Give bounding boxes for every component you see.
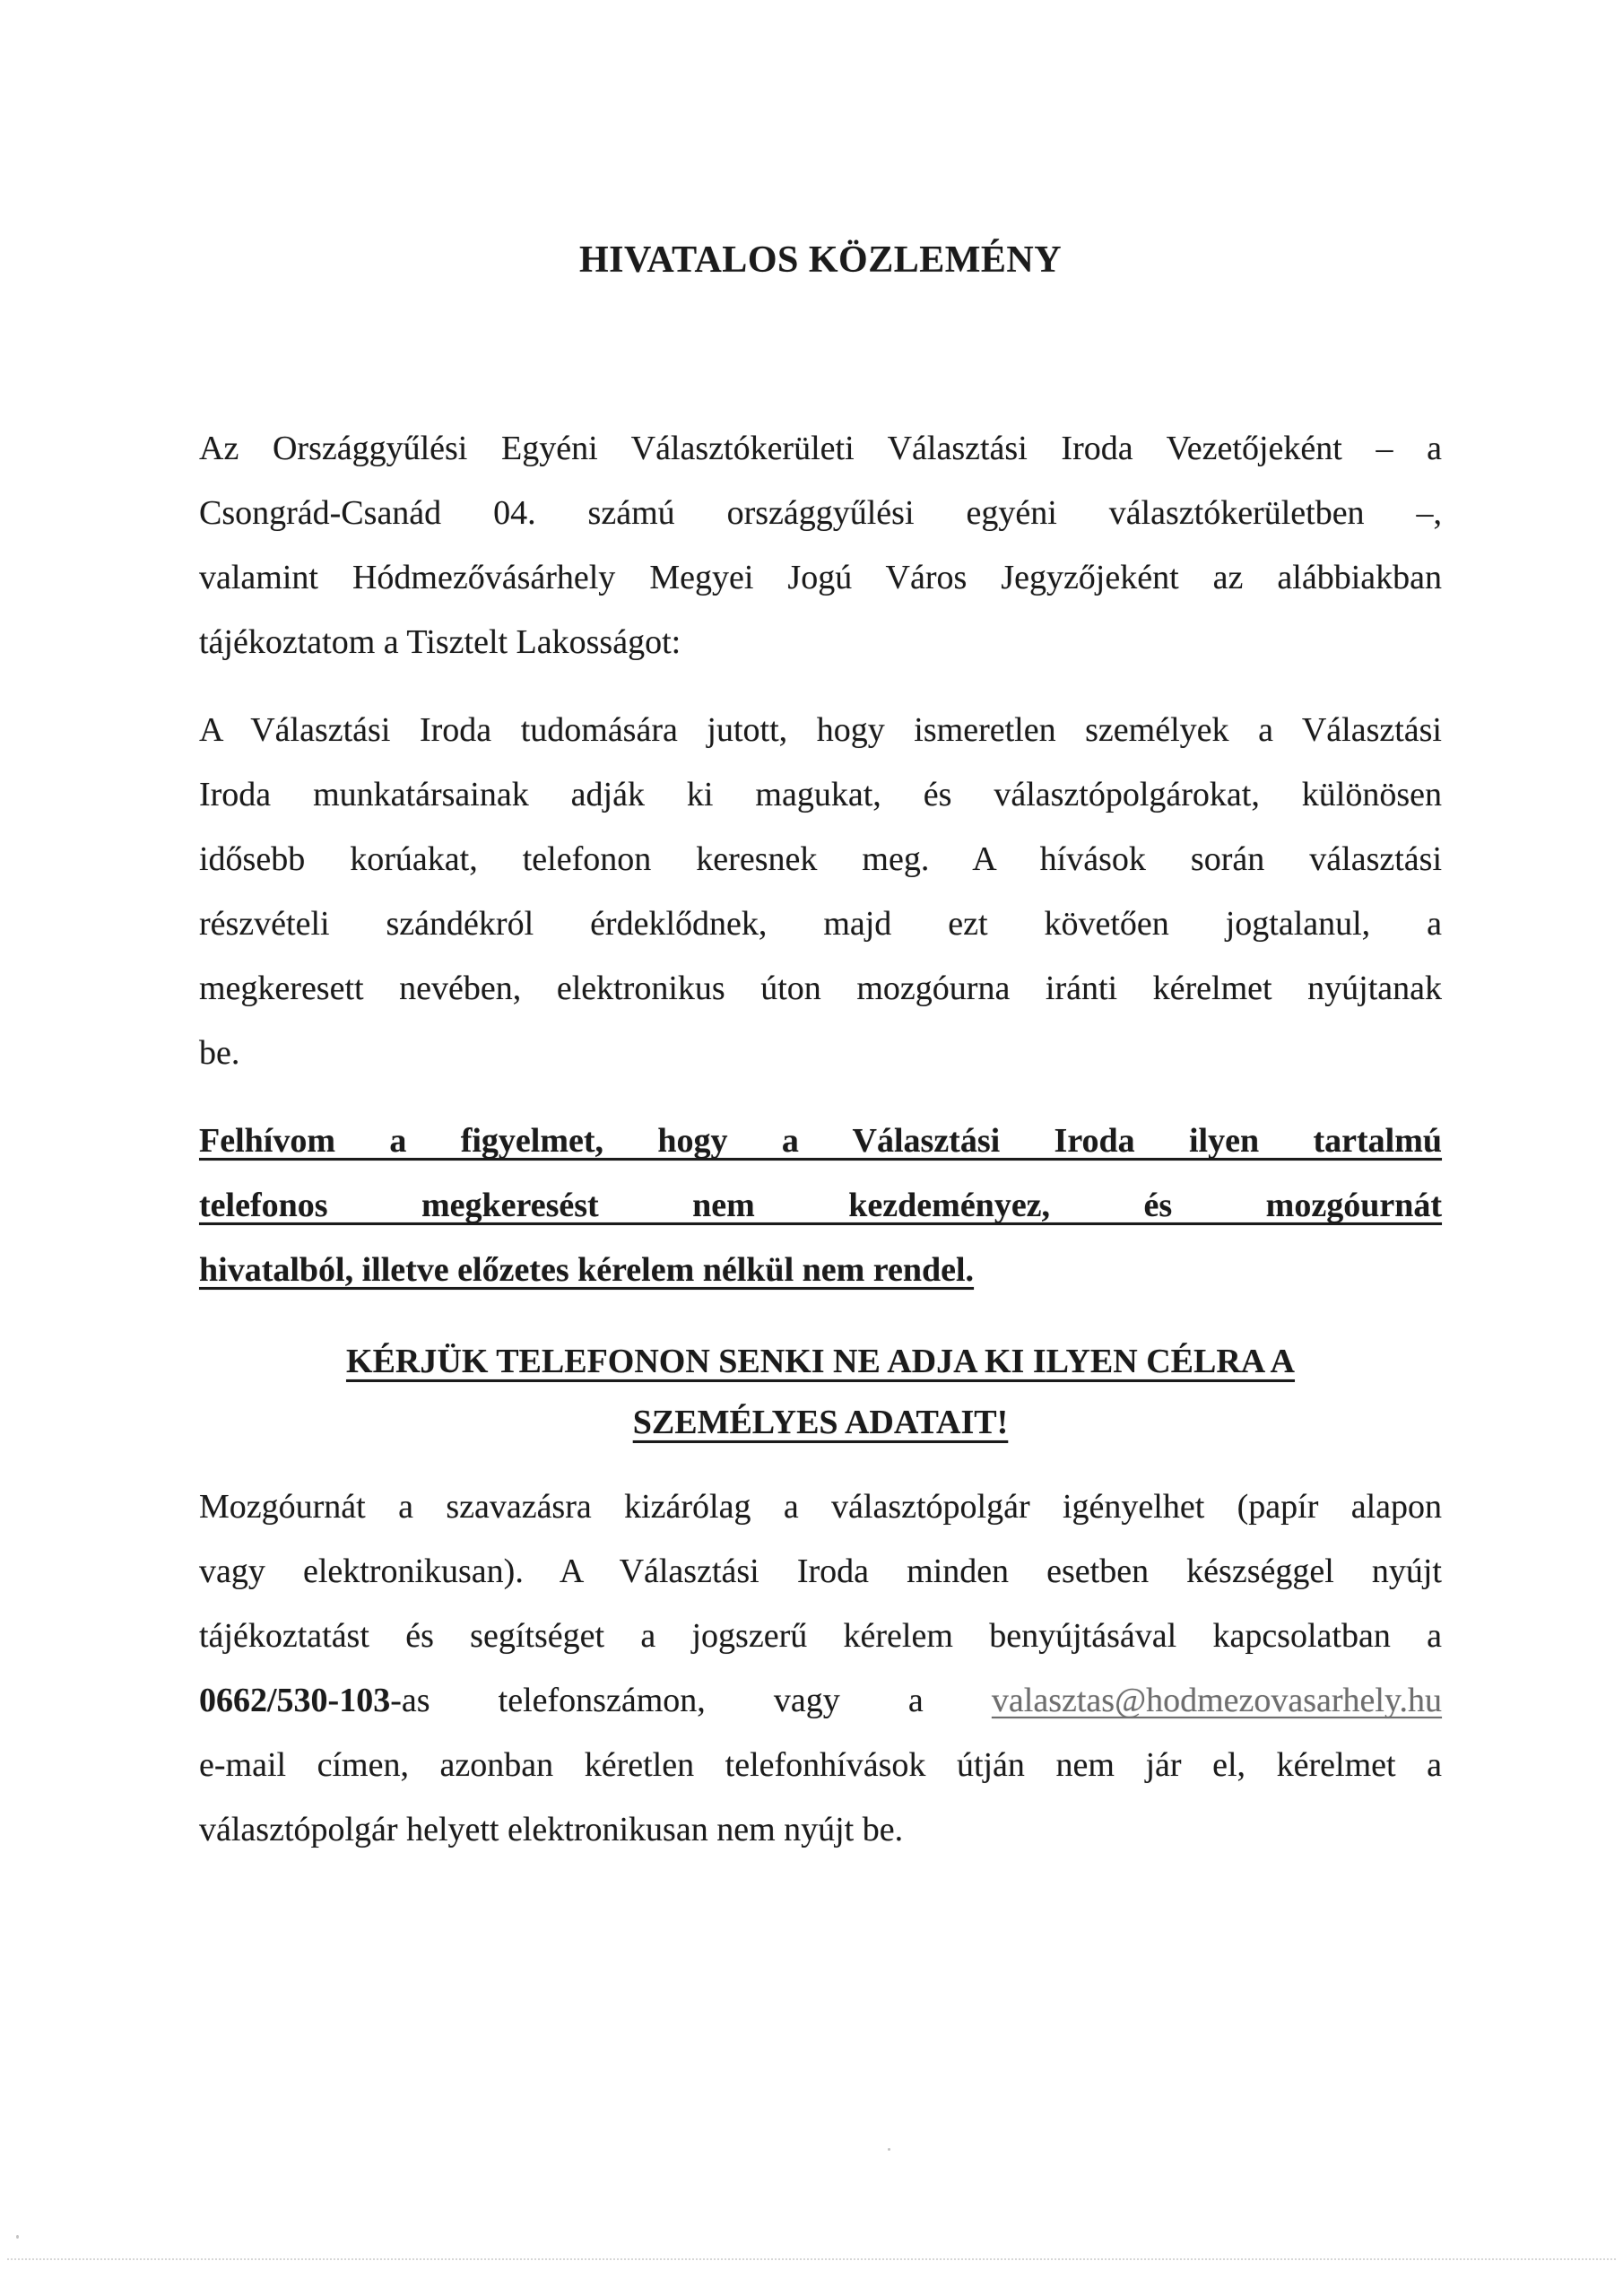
text-line: hivatalból, illetve előzetes kérelem nélkül nem rendel. [199,1251,975,1289]
text-line [199,1331,1442,1392]
text-line: vagy elektronikusan). A Választási Iroda minden esetben készséggel nyújt [199,1552,1442,1590]
text-line: Csongrád-Csanád 04. számú országgyűlési egyéni választókerületben –, [199,494,1442,532]
paragraph-warning-bold-underlined [199,1109,1442,1302]
text-line: e-mail címen, azonban kéretlen telefonhívások útján nem jár el, kérelmet a [199,1746,1442,1784]
text-line: Iroda munkatársainak adják ki magukat, és választópolgárokat, különösen [199,776,1442,813]
text-line: Az Országgyűlési Egyéni Választókerületi Választási Iroda Vezetőjeként – a [199,430,1442,467]
text-line: telefonos megkeresést nem kezdeményez, és mozgóurnát [199,1187,1442,1224]
scan-speck [888,2148,890,2151]
scan-artifact-dotted-line [7,2258,1616,2260]
text-line: Mozgóurnát a szavazásra kizárólag a választópolgár igényelhet (papír alapon [199,1488,1442,1526]
scan-speck [16,2235,19,2239]
paragraph-notice [199,698,1442,1085]
callout-line-2: SZEMÉLYES ADATAIT! [632,1404,1009,1441]
document-body [199,416,1442,1885]
text-line [199,1392,1442,1453]
email-link[interactable]: valasztas@hodmezovasarhely.hu [991,1682,1442,1719]
text-line: tájékoztatást és segítséget a jogszerű kérelem benyújtásával kapcsolatban a [199,1617,1442,1655]
text-line: választópolgár helyett elektronikusan nem nyújt be. [199,1811,904,1848]
text-line: megkeresett nevében, elektronikus úton mozgóurna iránti kérelmet nyújtanak [199,970,1442,1007]
phone-number: 0662/530-103 [199,1682,391,1719]
text-line: részvételi szándékról érdeklődnek, majd ezt követően jogtalanul, a [199,905,1442,943]
text-line: Felhívom a figyelmet, hogy a Választási Iroda ilyen tartalmú [199,1122,1442,1160]
text-line: A Választási Iroda tudomására jutott, hogy ismeretlen személyek a Választási [199,711,1442,749]
text-line: valamint Hódmezővásárhely Megyei Jogú Város Jegyzőjeként az alábbiakban [199,559,1442,596]
callout-line-1: KÉRJÜK TELEFONON SENKI NE ADJA KI ILYEN CÉLRA A [346,1343,1295,1380]
document-title: HIVATALOS KÖZLEMÉNY [578,239,1063,281]
text-line: tájékoztatom a Tisztelt Lakosságot: [199,623,681,661]
paragraph-intro [199,416,1442,674]
text-line: idősebb korúakat, telefonon keresnek meg. A hívások során választási [199,840,1442,878]
text-line: be. [199,1034,240,1072]
text-segment: -as telefonszámon, vagy a [390,1682,992,1719]
text-line-contact [199,1668,1442,1733]
paragraph-info [199,1474,1442,1862]
callout-heading [199,1331,1442,1453]
